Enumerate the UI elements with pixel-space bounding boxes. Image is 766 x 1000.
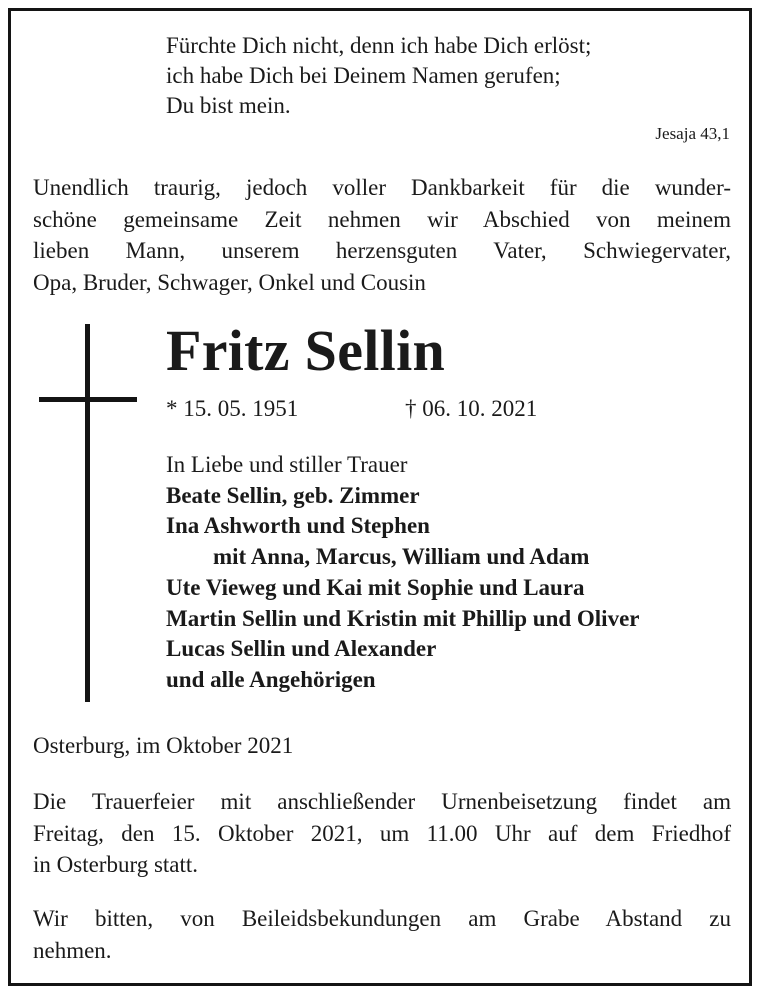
mourner-name: mit Anna, Marcus, William und Adam bbox=[213, 544, 590, 570]
mourner-name: Ina Ashworth und Stephen bbox=[166, 513, 430, 539]
cross-icon-beam bbox=[39, 397, 137, 402]
verse-line: ich habe Dich bei Deinem Namen gerufen; bbox=[166, 63, 561, 88]
mourners-intro: In Liebe und stiller Trauer bbox=[166, 452, 408, 477]
verse-line: Fürchte Dich nicht, denn ich habe Dich erlöst; bbox=[166, 33, 592, 58]
mourner-name: und alle Angehörigen bbox=[166, 666, 376, 692]
intro-paragraph bbox=[33, 172, 731, 298]
bible-verse bbox=[166, 31, 591, 121]
intro-line: Opa, Bruder, Schwager, Onkel und Cousin bbox=[33, 269, 426, 295]
ceremony-line: Die Trauerfeier mit anschließender Urnenbeisetzung findet am bbox=[33, 789, 731, 814]
verse-line: Du bist mein. bbox=[166, 93, 291, 118]
mourner-name: Lucas Sellin und Alexander bbox=[166, 636, 437, 662]
ceremony-line: in Osterburg statt. bbox=[33, 852, 199, 877]
ceremony-paragraph bbox=[33, 786, 731, 881]
intro-line: schöne gemeinsame Zeit nehmen wir Abschied von meinem bbox=[33, 206, 731, 232]
mourner-name: Ute Vieweg und Kai mit Sophie und Laura bbox=[166, 574, 585, 600]
verse-reference: Jesaja 43,1 bbox=[655, 124, 730, 143]
mourners-list bbox=[166, 450, 640, 696]
request-line: nehmen. bbox=[33, 937, 112, 963]
request-paragraph bbox=[33, 903, 731, 966]
ceremony-line: Freitag, den 15. Oktober 2021, um 11.00 Uhr auf dem Friedhof bbox=[33, 820, 731, 846]
birth-date: * 15. 05. 1951 bbox=[166, 396, 299, 421]
mourner-name: Beate Sellin, geb. Zimmer bbox=[166, 482, 420, 508]
intro-line: Unendlich traurig, jedoch voller Dankbarkeit für die wunder- bbox=[33, 175, 731, 200]
intro-line: lieben Mann, unserem herzensguten Vater, Schwiegervater, bbox=[33, 238, 731, 263]
death-date: † 06. 10. 2021 bbox=[405, 396, 538, 421]
request-line: Wir bitten, von Beileidsbekundungen am Grabe Abstand zu bbox=[33, 906, 731, 931]
mourner-name: Martin Sellin und Kristin mit Phillip und Oliver bbox=[166, 605, 640, 631]
cross-icon bbox=[85, 324, 90, 702]
deceased-name: Fritz Sellin bbox=[166, 318, 446, 383]
place-date: Osterburg, im Oktober 2021 bbox=[33, 733, 294, 758]
